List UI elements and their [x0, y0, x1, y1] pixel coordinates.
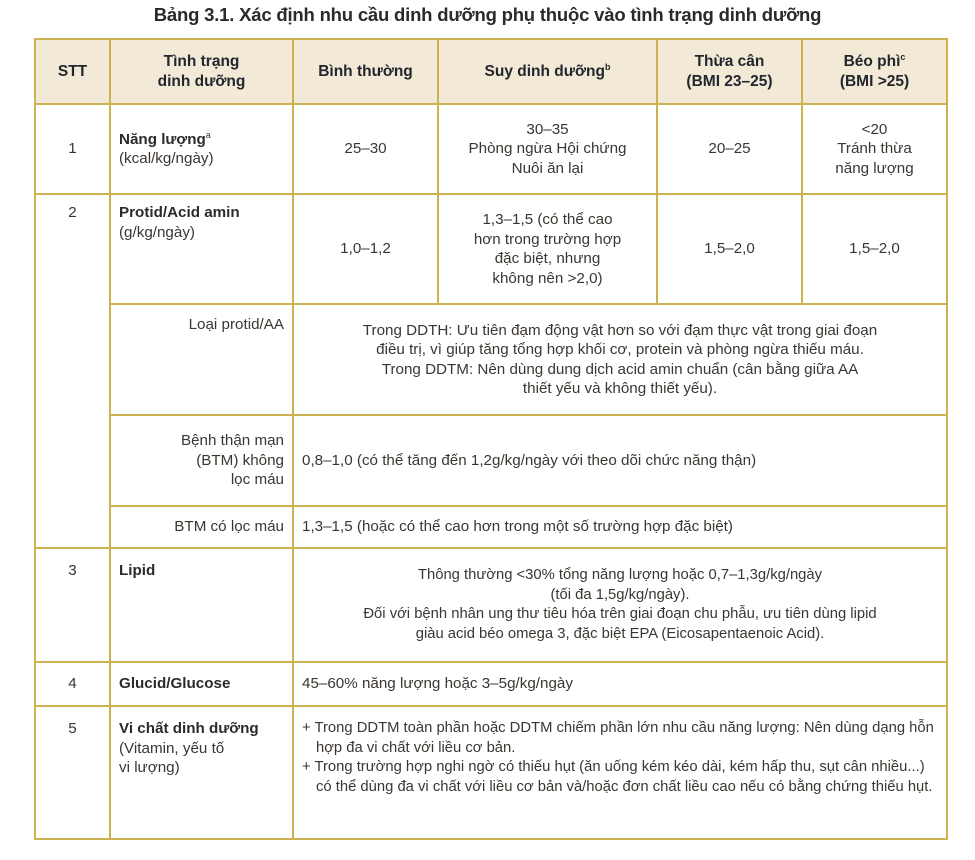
text-line: Thông thường <30% tổng năng lượng hoặc 0,7–1,3g/kg/ngày — [417, 567, 823, 583]
micronutrient-list — [302, 719, 938, 797]
cell-stt: 2 — [35, 194, 110, 548]
text-line: vi lượng) — [119, 759, 180, 776]
cell-glucid-value: 45–60% năng lượng hoặc 3–5g/kg/ngày — [293, 662, 947, 706]
cell-stt: 3 — [35, 548, 110, 662]
header-obese — [802, 39, 947, 104]
cell-sub-label: BTM có lọc máu — [110, 506, 293, 548]
cell-malnutrition — [438, 104, 657, 194]
cell-overweight: 20–25 — [657, 104, 802, 194]
cell-nutrient — [110, 104, 293, 194]
table-title: Bảng 3.1. Xác định nhu cầu dinh dưỡng phụ thuộc vào tình trạng dinh dưỡng — [153, 4, 822, 25]
text-line: Trong DDTM: Nên dùng dung dịch acid amin chuẩn (cân bằng giữa AA — [381, 360, 859, 378]
text-line: 1,3–1,5 (có thể cao — [482, 211, 613, 228]
nutrient-name: Protid/Acid amin — [119, 204, 240, 221]
header-overweight — [657, 39, 802, 104]
text-line: Nuôi ăn lại — [511, 159, 584, 177]
text-line: Bệnh thận mạn — [180, 432, 284, 450]
header-overweight-line1: Thừa cân — [694, 53, 765, 70]
cell-nutrient: Lipid — [110, 548, 293, 662]
cell-malnutrition — [438, 194, 657, 304]
table-row-protein-type — [35, 304, 947, 415]
header-stt: STT — [35, 39, 110, 104]
table-row-micronutrients — [35, 706, 947, 839]
cell-protein-type — [293, 304, 947, 415]
text-line: 30–35 — [526, 120, 569, 138]
header-obese-line2: (BMI >25) — [839, 72, 910, 90]
table-row-energy — [35, 104, 947, 194]
text-line: <20 — [861, 120, 888, 138]
list-item: + Trong trường hợp nghi ngờ có thiếu hụt (ăn uống kém kéo dài, kém hấp thu, sụt cân nhiều...) có thể dùng đa vi chất với liều cơ bản và/hoặc đơn chất liều cao nếu có bằng chứng thiếu hụt. — [302, 759, 933, 795]
text-line: Đối với bệnh nhân ung thư tiêu hóa trên giai đoạn chu phẫu, ưu tiên dùng lipid — [363, 606, 877, 622]
header-row — [35, 39, 947, 104]
cell-stt: 5 — [35, 706, 110, 839]
cell-normal: 25–30 — [293, 104, 438, 194]
nutrient-unit: (g/kg/ngày) — [119, 223, 195, 241]
header-status-line1: Tình trạng — [163, 53, 240, 70]
nutrient-unit: (kcal/kg/ngày) — [119, 150, 214, 167]
cell-stt: 1 — [35, 104, 110, 194]
text-line: năng lượng — [835, 159, 914, 177]
text-line: (tối đa 1,5g/kg/ngày). — [550, 586, 690, 603]
header-overweight-line2: (BMI 23–25) — [686, 72, 773, 90]
text-line: (Vitamin, yếu tố — [119, 739, 225, 757]
nutrition-needs-table — [34, 38, 948, 840]
text-line: lọc máu — [230, 471, 284, 489]
cell-sub-label: Loại protid/AA — [110, 304, 293, 415]
cell-micronutrients-value — [293, 706, 947, 839]
cell-obese: 1,5–2,0 — [802, 194, 947, 304]
header-obese-line1: Béo phì — [843, 53, 901, 70]
cell-lipid-value — [293, 548, 947, 662]
text-line: không nên >2,0) — [492, 269, 603, 287]
nutrient-name: Vi chất dinh dưỡng — [119, 720, 259, 737]
footnote-b: b — [604, 61, 611, 72]
header-malnutrition — [438, 39, 657, 104]
nutrient-name: Năng lượng — [119, 130, 206, 148]
text-line: (BTM) không — [196, 451, 284, 469]
cell-dialysis-value: 1,3–1,5 (hoặc có thể cao hơn trong một số trường hợp đặc biệt) — [293, 506, 947, 548]
text-line: hơn trong trường hợp — [473, 230, 622, 248]
cell-nutrient — [110, 706, 293, 839]
header-status — [110, 39, 293, 104]
text-line: Phòng ngừa Hội chứng — [468, 140, 627, 158]
header-normal: Bình thường — [293, 39, 438, 104]
text-line: Trong DDTH: Ưu tiên đạm động vật hơn so với đạm thực vật trong giai đoạn — [362, 321, 878, 339]
header-status-line2: dinh dưỡng — [157, 72, 246, 90]
cell-normal: 1,0–1,2 — [293, 194, 438, 304]
text-line: đặc biệt, nhưng — [494, 250, 601, 267]
text-line: Tránh thừa — [837, 140, 912, 158]
list-item: + Trong DDTM toàn phần hoặc DDTM chiếm phần lớn nhu cầu năng lượng: Nên dùng dạng hỗn hợp đa vi chất với liều cơ bản. — [302, 720, 934, 756]
footnote-a: a — [205, 129, 211, 140]
text-line: thiết yếu và không thiết yếu). — [522, 380, 718, 397]
table-row-ckd — [35, 415, 947, 506]
text-line: điều trị, vì giúp tăng tổng hợp khối cơ, protein và phòng ngừa thiếu máu. — [376, 341, 864, 358]
table-row-lipid — [35, 548, 947, 662]
cell-sub-label — [110, 415, 293, 506]
table-row-glucid — [35, 662, 947, 706]
table-row-protein — [35, 194, 947, 304]
cell-nutrient — [110, 194, 293, 304]
cell-obese — [802, 104, 947, 194]
table-row-dialysis — [35, 506, 947, 548]
cell-ckd-value: 0,8–1,0 (có thể tăng đến 1,2g/kg/ngày với theo dõi chức năng thận) — [293, 415, 947, 506]
cell-nutrient: Glucid/Glucose — [110, 662, 293, 706]
header-malnutrition-label: Suy dinh dưỡng — [484, 62, 605, 80]
text-line: giàu acid béo omega 3, đặc biệt EPA (Eicosapentaenoic Acid). — [415, 625, 825, 642]
footnote-c: c — [900, 52, 906, 62]
cell-overweight: 1,5–2,0 — [657, 194, 802, 304]
cell-stt: 4 — [35, 662, 110, 706]
